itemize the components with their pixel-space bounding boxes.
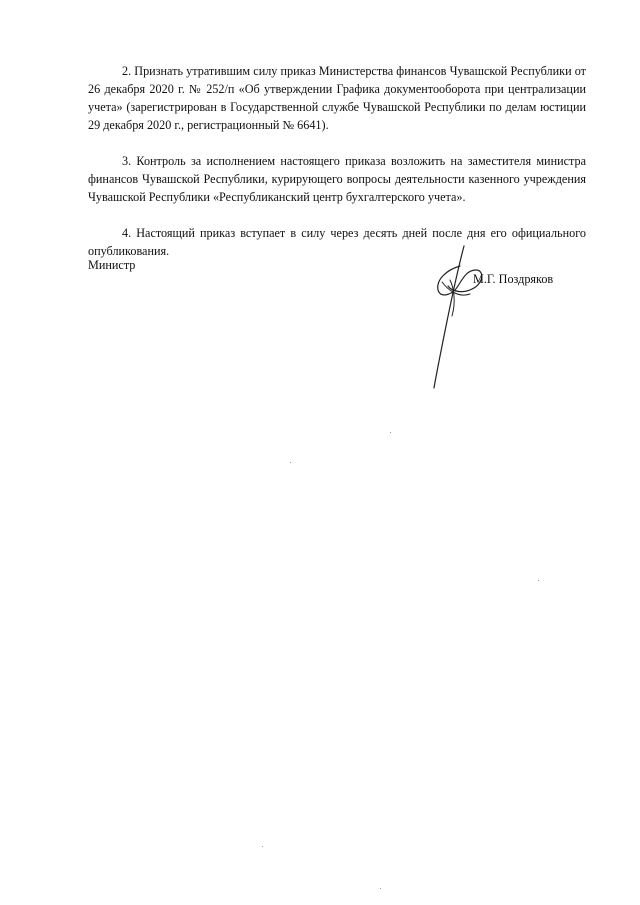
paragraph-2: 2. Признать утратившим силу приказ Министерства финансов Чувашской Республики от 26 декабря 2020 г. № 252/п «Об утверждении Графика документооборота при централизации учета» (зарегистрирован в Государственной службе Чувашской Республики по делам юстиции 29 декабря 2020 г., регистрационный № 6641). [88,64,586,132]
signatory-title: Министр [88,258,136,272]
scan-speck [380,888,381,889]
scan-speck [538,580,539,581]
paragraph-3: 3. Контроль за исполнением настоящего приказа возложить на заместителя министра финансов Чувашской Республики, курирующего вопросы деятельности казенного учреждения Чувашской Республики «Республиканский центр бухгалтерского учета». [88,154,586,204]
signature-block [88,258,588,398]
scan-speck [290,462,291,463]
signatory-name: М.Г. Поздряков [473,272,554,286]
handwritten-signature [406,236,526,396]
scan-speck [390,432,391,433]
paragraph-4: 4. Настоящий приказ вступает в силу через десять дней после дня его официального опубликования. [88,226,586,258]
scan-speck [262,846,263,847]
